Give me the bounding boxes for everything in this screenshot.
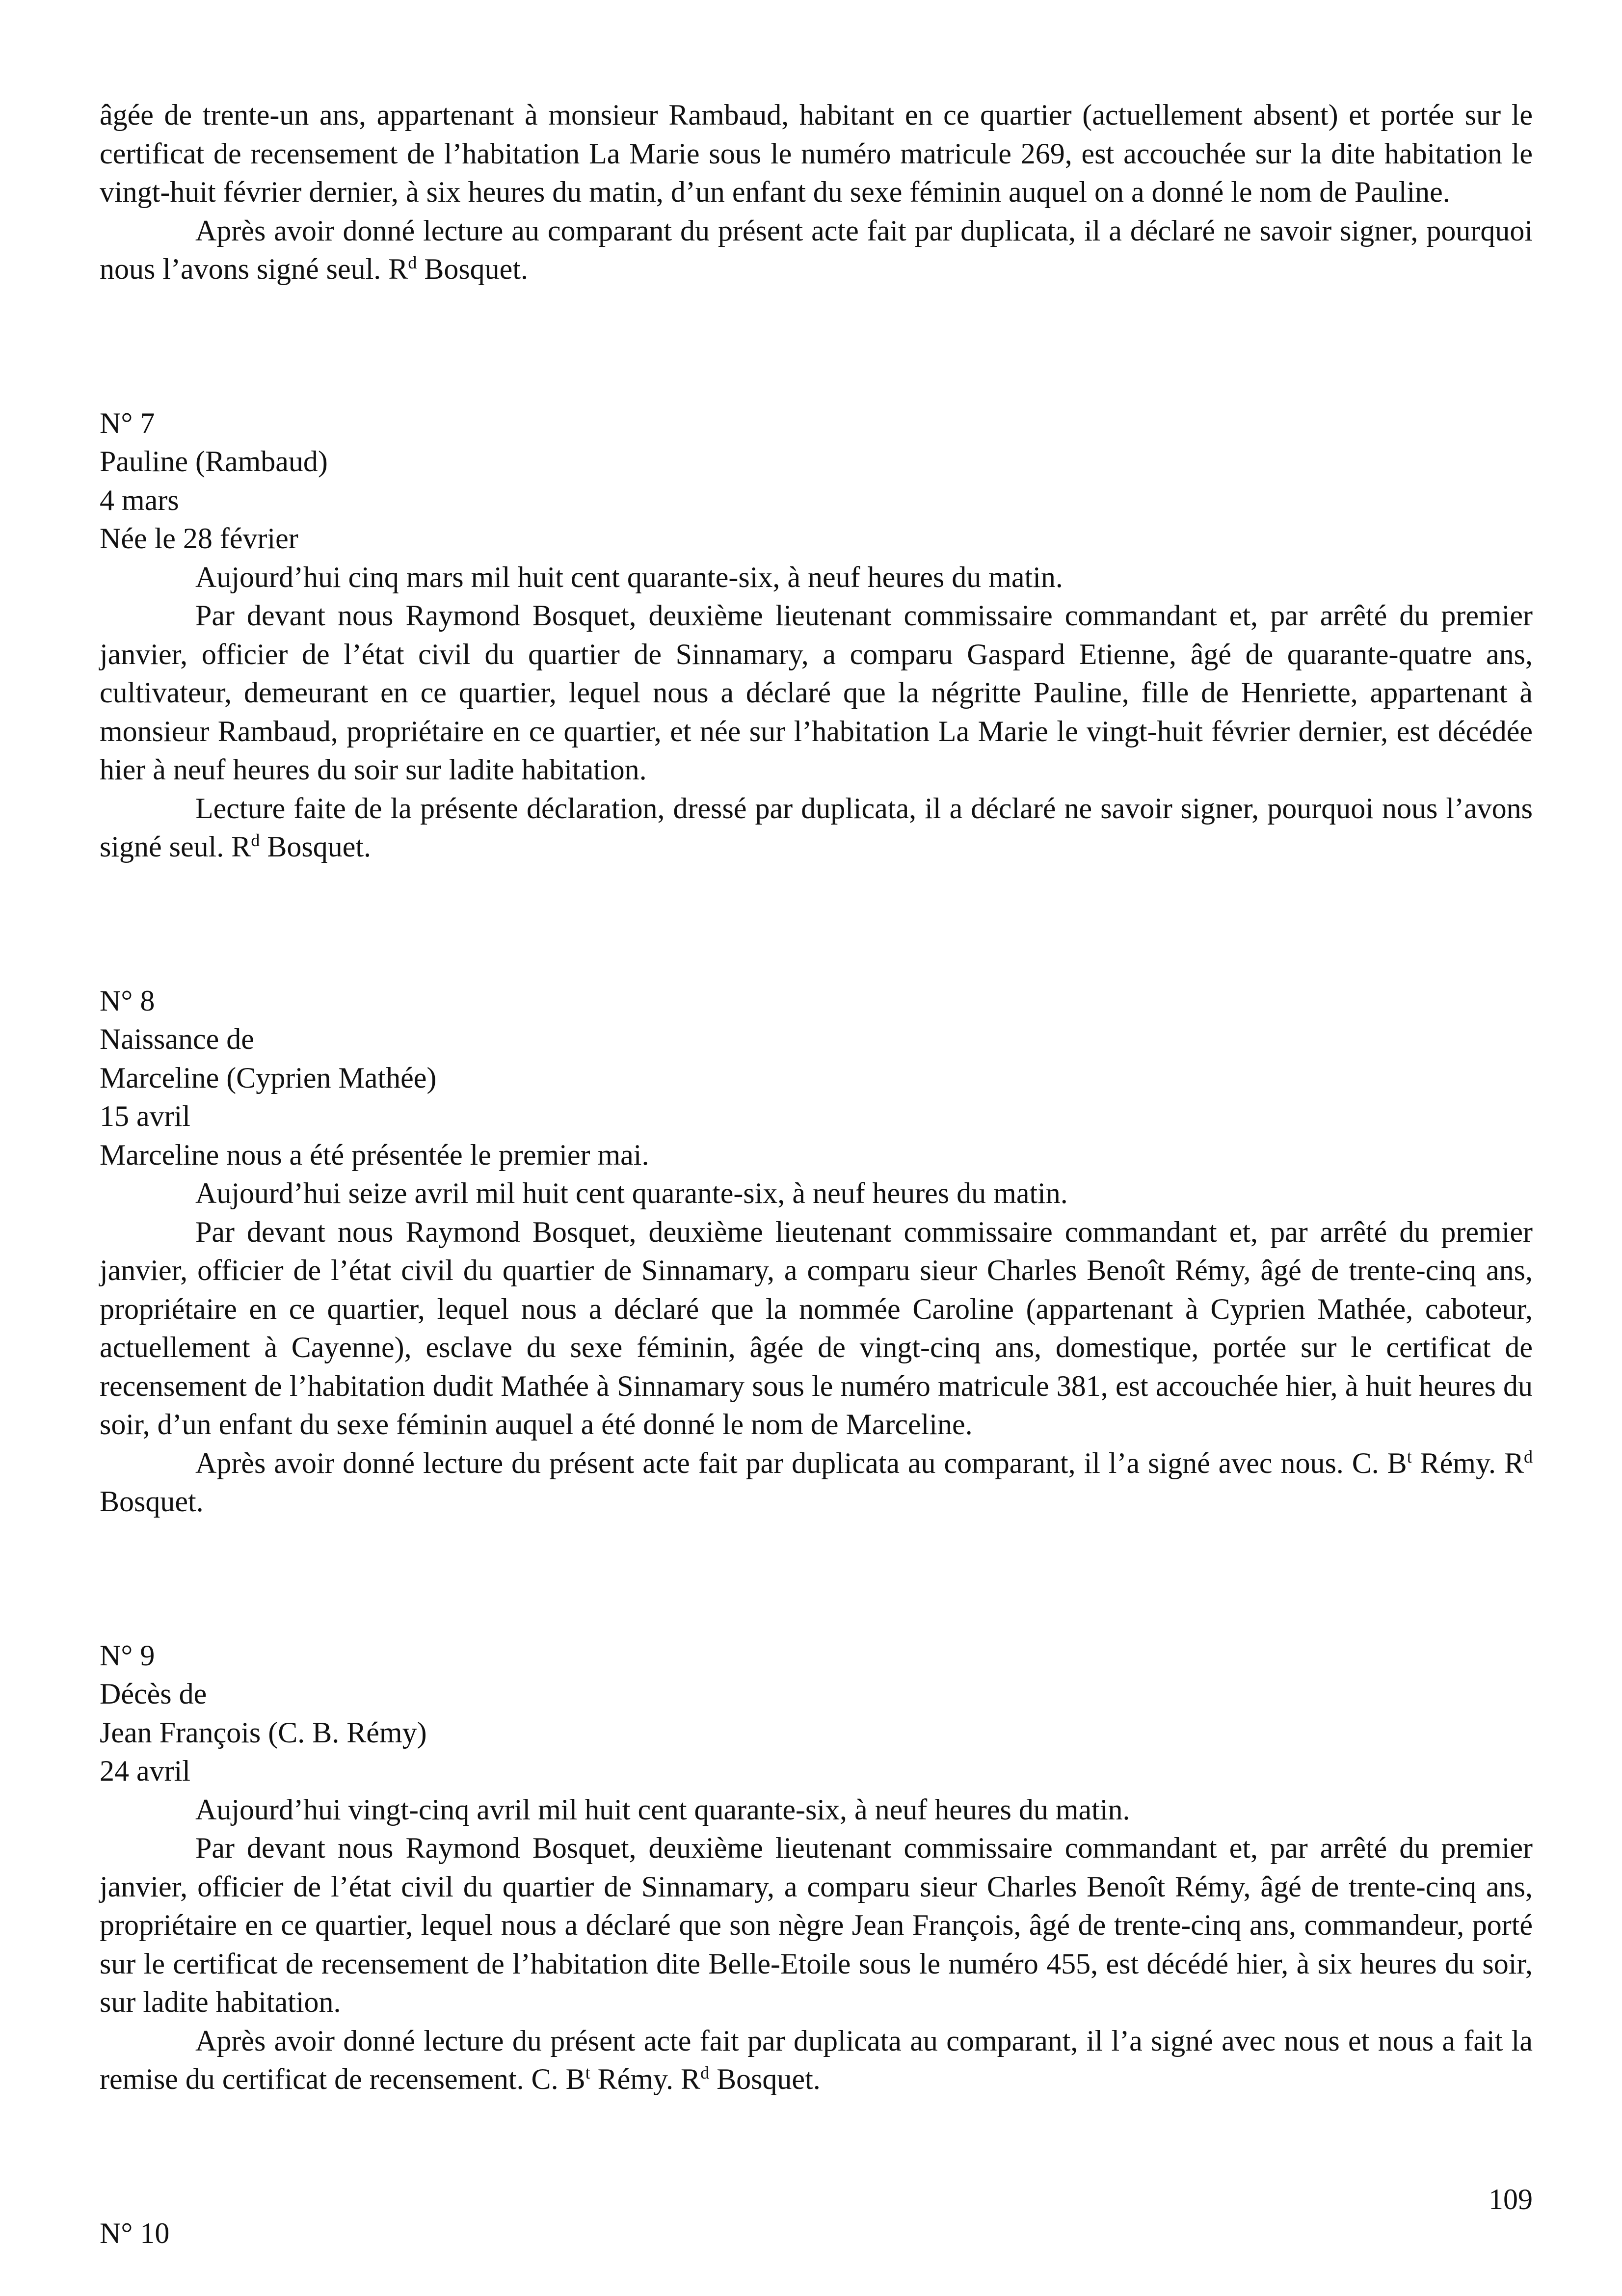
entry-10 — [100, 2214, 1533, 2253]
entry-9 — [100, 1636, 1533, 2099]
entry-name: Pauline (Rambaud) — [100, 445, 328, 478]
entry-number: N° 7 — [100, 406, 155, 439]
entry-name: Marceline (Cyprien Mathée) — [100, 1061, 437, 1094]
entry-8 — [100, 982, 1533, 1521]
continued-entry — [100, 96, 1533, 289]
entry-signature: Après avoir donné lecture du présent acte fait par duplicata au comparant, il l’a signé avec nous et nous a fait la remise du certificat de recensement. C. $B^t$ Rémy. $R^d$ Bosquet. — [100, 2024, 1533, 2095]
entry-number: N° 10 — [100, 2216, 170, 2249]
entry-date: 4 mars — [100, 483, 179, 516]
continued-paragraph: âgée de trente-un ans, appartenant à monsieur Rambaud, habitant en ce quartier (actuellement absent) et portée sur le certificat de recensement de l’habitation La Marie sous le numéro matricule 269, est accouchée sur la dite habitation le vingt-huit février dernier, à six heures du matin, d’un enfant du sexe féminin auquel on a donné le nom de Pauline. — [100, 99, 1533, 208]
entry-opening: Aujourd’hui seize avril mil huit cent quarante-six, à neuf heures du matin. — [195, 1177, 1068, 1209]
entry-note: Née le 28 février — [100, 522, 298, 555]
entry-date: 24 avril — [100, 1755, 190, 1787]
entry-declaration: Par devant nous Raymond Bosquet, deuxième lieutenant commissaire commandant et, par arrêté du premier janvier, officier de l’état civil du quartier de Sinnamary, a comparu Gaspard Etienne, âgé de quarante-quatre ans, cultivateur, demeurant en ce quartier, lequel nous a déclaré que la négritte Pauline, fille de Henriette, appartenant à monsieur Rambaud, propriétaire en ce quartier, et née sur l’habitation La Marie le vingt-huit février dernier, est décédée hier à neuf heures du soir sur ladite habitation. — [100, 599, 1533, 786]
entry-opening: Aujourd’hui cinq mars mil huit cent quarante-six, à neuf heures du matin. — [195, 561, 1063, 593]
entry-declaration: Par devant nous Raymond Bosquet, deuxième lieutenant commissaire commandant et, par arrêté du premier janvier, officier de l’état civil du quartier de Sinnamary, a comparu sieur Charles Benoît Rémy, âgé de trente-cinq ans, propriétaire en ce quartier, lequel nous a déclaré que son nègre Jean François, âgé de trente-cinq ans, commandeur, porté sur le certificat de recensement de l’habitation dite Belle-Etoile sous le numéro 455, est décédé hier, à six heures du soir, sur ladite habitation. — [100, 1832, 1533, 2018]
signature-paragraph: Après avoir donné lecture au comparant du présent acte fait par duplicata, il a déclaré ne savoir signer, pourquoi nous l’avons signé seul. $R^d$ Bosquet. — [100, 214, 1533, 285]
entry-signature: Lecture faite de la présente déclaration, dressé par duplicata, il a déclaré ne savoir signer, pourquoi nous l’avons signé seul. $R^d$ Bosquet. — [100, 792, 1533, 863]
page-content — [100, 96, 1533, 2252]
entry-date: 15 avril — [100, 1100, 190, 1132]
entry-number: N° 9 — [100, 1639, 155, 1672]
entry-declaration: Par devant nous Raymond Bosquet, deuxième lieutenant commissaire commandant et, par arrêté du premier janvier, officier de l’état civil du quartier de Sinnamary, a comparu sieur Charles Benoît Rémy, âgé de trente-cinq ans, propriétaire en ce quartier, lequel nous a déclaré que la nommée Caroline (appartenant à Cyprien Mathée, caboteur, actuellement à Cayenne), esclave du sexe féminin, âgée de vingt-cinq ans, domestique, portée sur le certificat de recensement de l’habitation dudit Mathée à Sinnamary sous le numéro matricule 381, est accouchée hier, à huit heures du soir, d’un enfant du sexe féminin auquel a été donné le nom de Marceline. — [100, 1215, 1533, 1441]
page-number: 109 — [1489, 2183, 1533, 2216]
entry-type: Naissance de — [100, 1023, 254, 1055]
entry-opening: Aujourd’hui vingt-cinq avril mil huit cent quarante-six, à neuf heures du matin. — [195, 1793, 1130, 1826]
entry-signature: Après avoir donné lecture du présent acte fait par duplicata au comparant, il l’a signé avec nous. C. $B^t$ Rémy. $R^d$ Bosquet. — [100, 1446, 1533, 1518]
entry-note: Marceline nous a été présentée le premier mai. — [100, 1138, 649, 1171]
entry-type: Décès de — [100, 1678, 207, 1710]
entry-number: N° 8 — [100, 984, 155, 1017]
entry-7 — [100, 404, 1533, 866]
entry-name: Jean François (C. B. Rémy) — [100, 1716, 427, 1749]
